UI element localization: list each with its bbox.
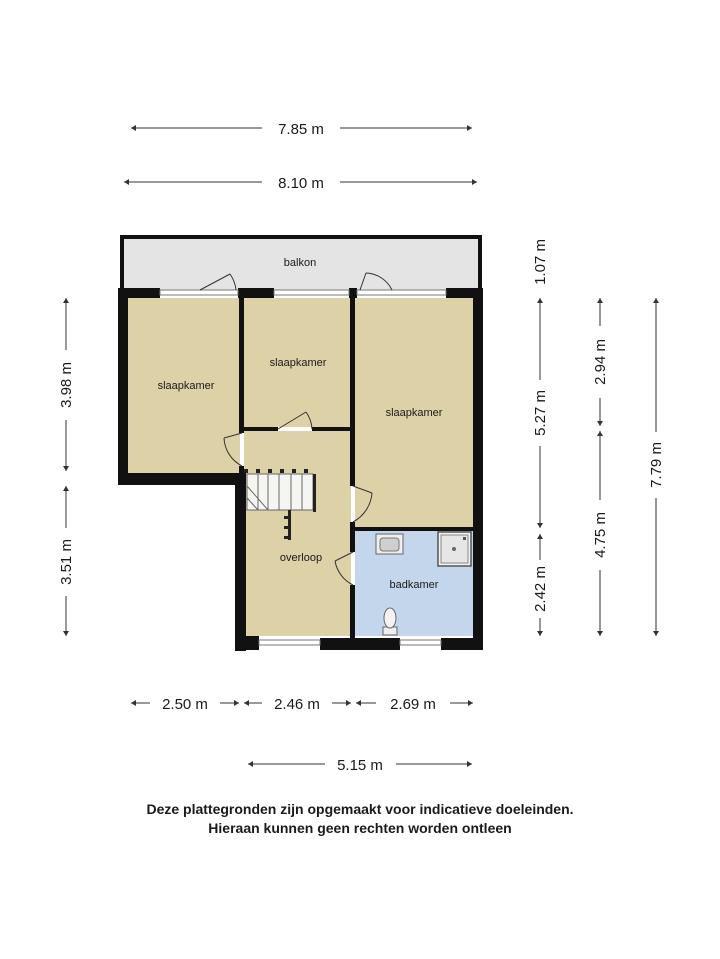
dim-right-4-75: 4.75 m [592,512,609,558]
room-label-bedroom-right: slaapkamer [385,407,443,419]
sink-icon [376,534,403,554]
room-label-badkamer: badkamer [389,579,439,591]
landing-floor [244,431,351,636]
disclaimer [0,800,720,838]
dim-right-2-94: 2.94 m [592,339,609,385]
toilet-icon [383,608,397,635]
disclaimer-line-1: Deze plattegronden zijn opgemaakt voor indicatieve doeleinden. [146,801,574,817]
dim-top-7-85: 7.85 m [278,121,324,138]
dim-right-7-79: 7.79 m [648,442,665,488]
dim-bottom-2-46: 2.46 m [274,696,320,713]
dim-right-2-42: 2.42 m [532,566,549,612]
dim-top-8-10: 8.10 m [278,175,324,192]
dim-bottom-2-69: 2.69 m [390,696,436,713]
shower-icon [438,532,471,566]
dim-left-3-51: 3.51 m [58,539,75,585]
dim-bottom-2-50: 2.50 m [162,696,208,713]
dim-right-5-27: 5.27 m [532,390,549,436]
room-label-balkon: balkon [283,257,317,269]
dim-right-1-07: 1.07 m [532,239,549,285]
room-label-bedroom-middle: slaapkamer [269,357,327,369]
disclaimer-line-2: Hieraan kunnen geen rechten worden ontleen [208,820,512,836]
dim-bottom-5-15: 5.15 m [337,757,383,774]
room-label-overloop: overloop [279,552,323,564]
room-label-bedroom-left: slaapkamer [157,380,215,392]
dim-left-3-98: 3.98 m [58,362,75,408]
